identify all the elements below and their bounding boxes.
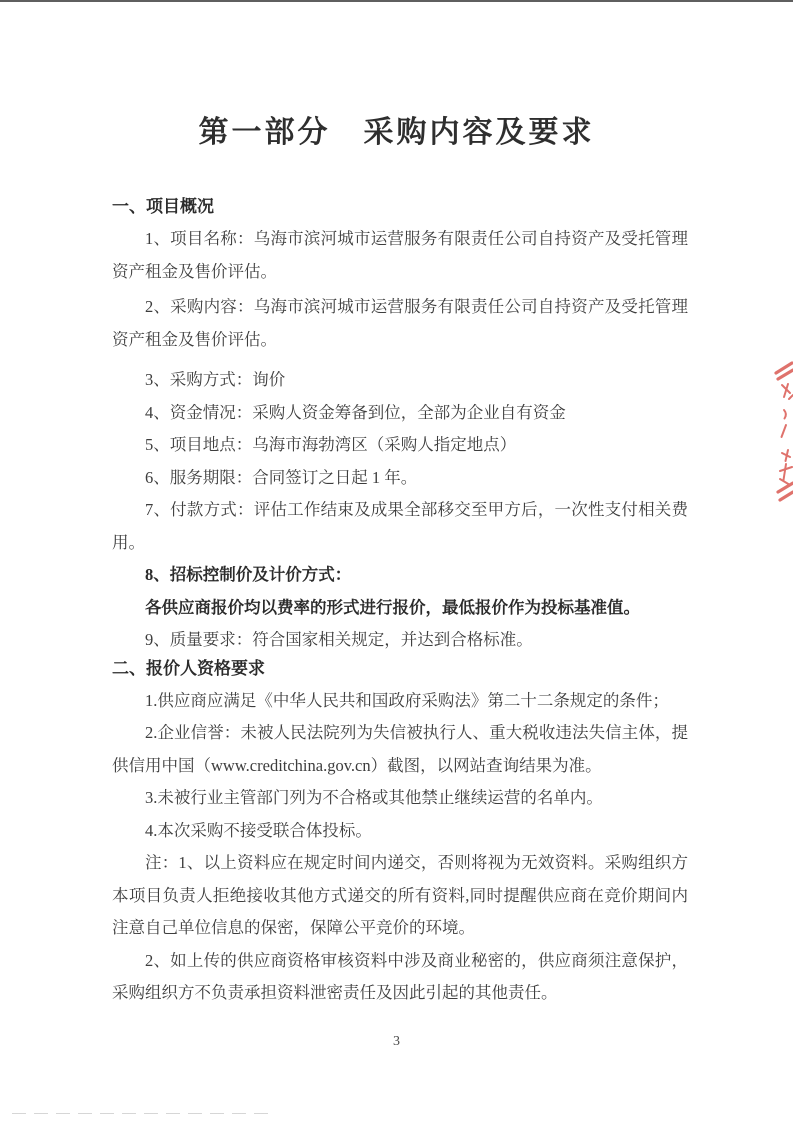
document-title: 第一部分 采购内容及要求 bbox=[198, 116, 595, 149]
item-procurement-content: 2、采购内容：乌海市滨河城市运营服务有限责任公司自持资产及受托管理资产租金及售价评估。 bbox=[112, 297, 688, 349]
scan-artifact-bottom-line bbox=[12, 1113, 274, 1114]
scan-artifact-top-line bbox=[0, 0, 793, 2]
note-submission-rule: 注：1、以上资料应在规定时间内递交，否则将视为无效资料。采购组织方本项目负责人拒绝接收其他方式递交的所有资料,同时提醒供应商在竞价期间内注意自己单位信息的保密，保障公平竞价的环境。 bbox=[112, 853, 688, 937]
document-body bbox=[112, 190, 688, 1010]
item-enterprise-credit: 2.企业信誉：未被人民法院列为失信被执行人、重大税收违法失信主体，提供信用中国（www.creditchina.gov.cn）截图，以网站查询结果为准。 bbox=[112, 723, 688, 775]
red-seal-stamp-fragment bbox=[767, 358, 793, 504]
item-project-name: 1、项目名称：乌海市滨河城市运营服务有限责任公司自持资产及受托管理资产租金及售价评估。 bbox=[112, 229, 688, 281]
section-heading-project-overview: 一、项目概况 bbox=[112, 197, 214, 216]
item-service-period: 6、服务期限：合同签订之日起 1 年。 bbox=[145, 467, 418, 487]
item-quality-requirement: 9、质量要求：符合国家相关规定，并达到合格标准。 bbox=[145, 630, 533, 649]
item-no-consortium: 4.本次采购不接受联合体投标。 bbox=[145, 820, 372, 840]
item-project-location: 5、项目地点：乌海市海勃湾区（采购人指定地点） bbox=[145, 435, 517, 454]
item-payment-method: 7、付款方式：评估工作结束及成果全部移交至甲方后，一次性支付相关费用。 bbox=[112, 500, 688, 552]
item-bid-control-price: 8、招标控制价及计价方式： bbox=[145, 565, 352, 584]
item-industry-authority: 3.未被行业主管部门列为不合格或其他禁止继续运营的名单内。 bbox=[145, 788, 603, 807]
item-procurement-method: 3、采购方式：询价 bbox=[145, 370, 286, 389]
section-heading-bidder-qualification: 二、报价人资格要求 bbox=[112, 658, 265, 678]
note-confidentiality: 2、如上传的供应商资格审核资料中涉及商业秘密的，供应商须注意保护，采购组织方不负责承担资料泄密责任及因此引起的其他责任。 bbox=[112, 950, 688, 1002]
item-funding-status: 4、资金情况：采购人资金筹备到位，全部为企业自有资金 bbox=[145, 402, 566, 422]
item-qualification-law: 1.供应商应满足《中华人民共和国政府采购法》第二十二条规定的条件； bbox=[145, 690, 669, 710]
item-quote-rate-rule: 各供应商报价均以费率的形式进行报价，最低报价作为投标基准值。 bbox=[145, 597, 640, 617]
page-number: 3 bbox=[393, 1034, 400, 1049]
